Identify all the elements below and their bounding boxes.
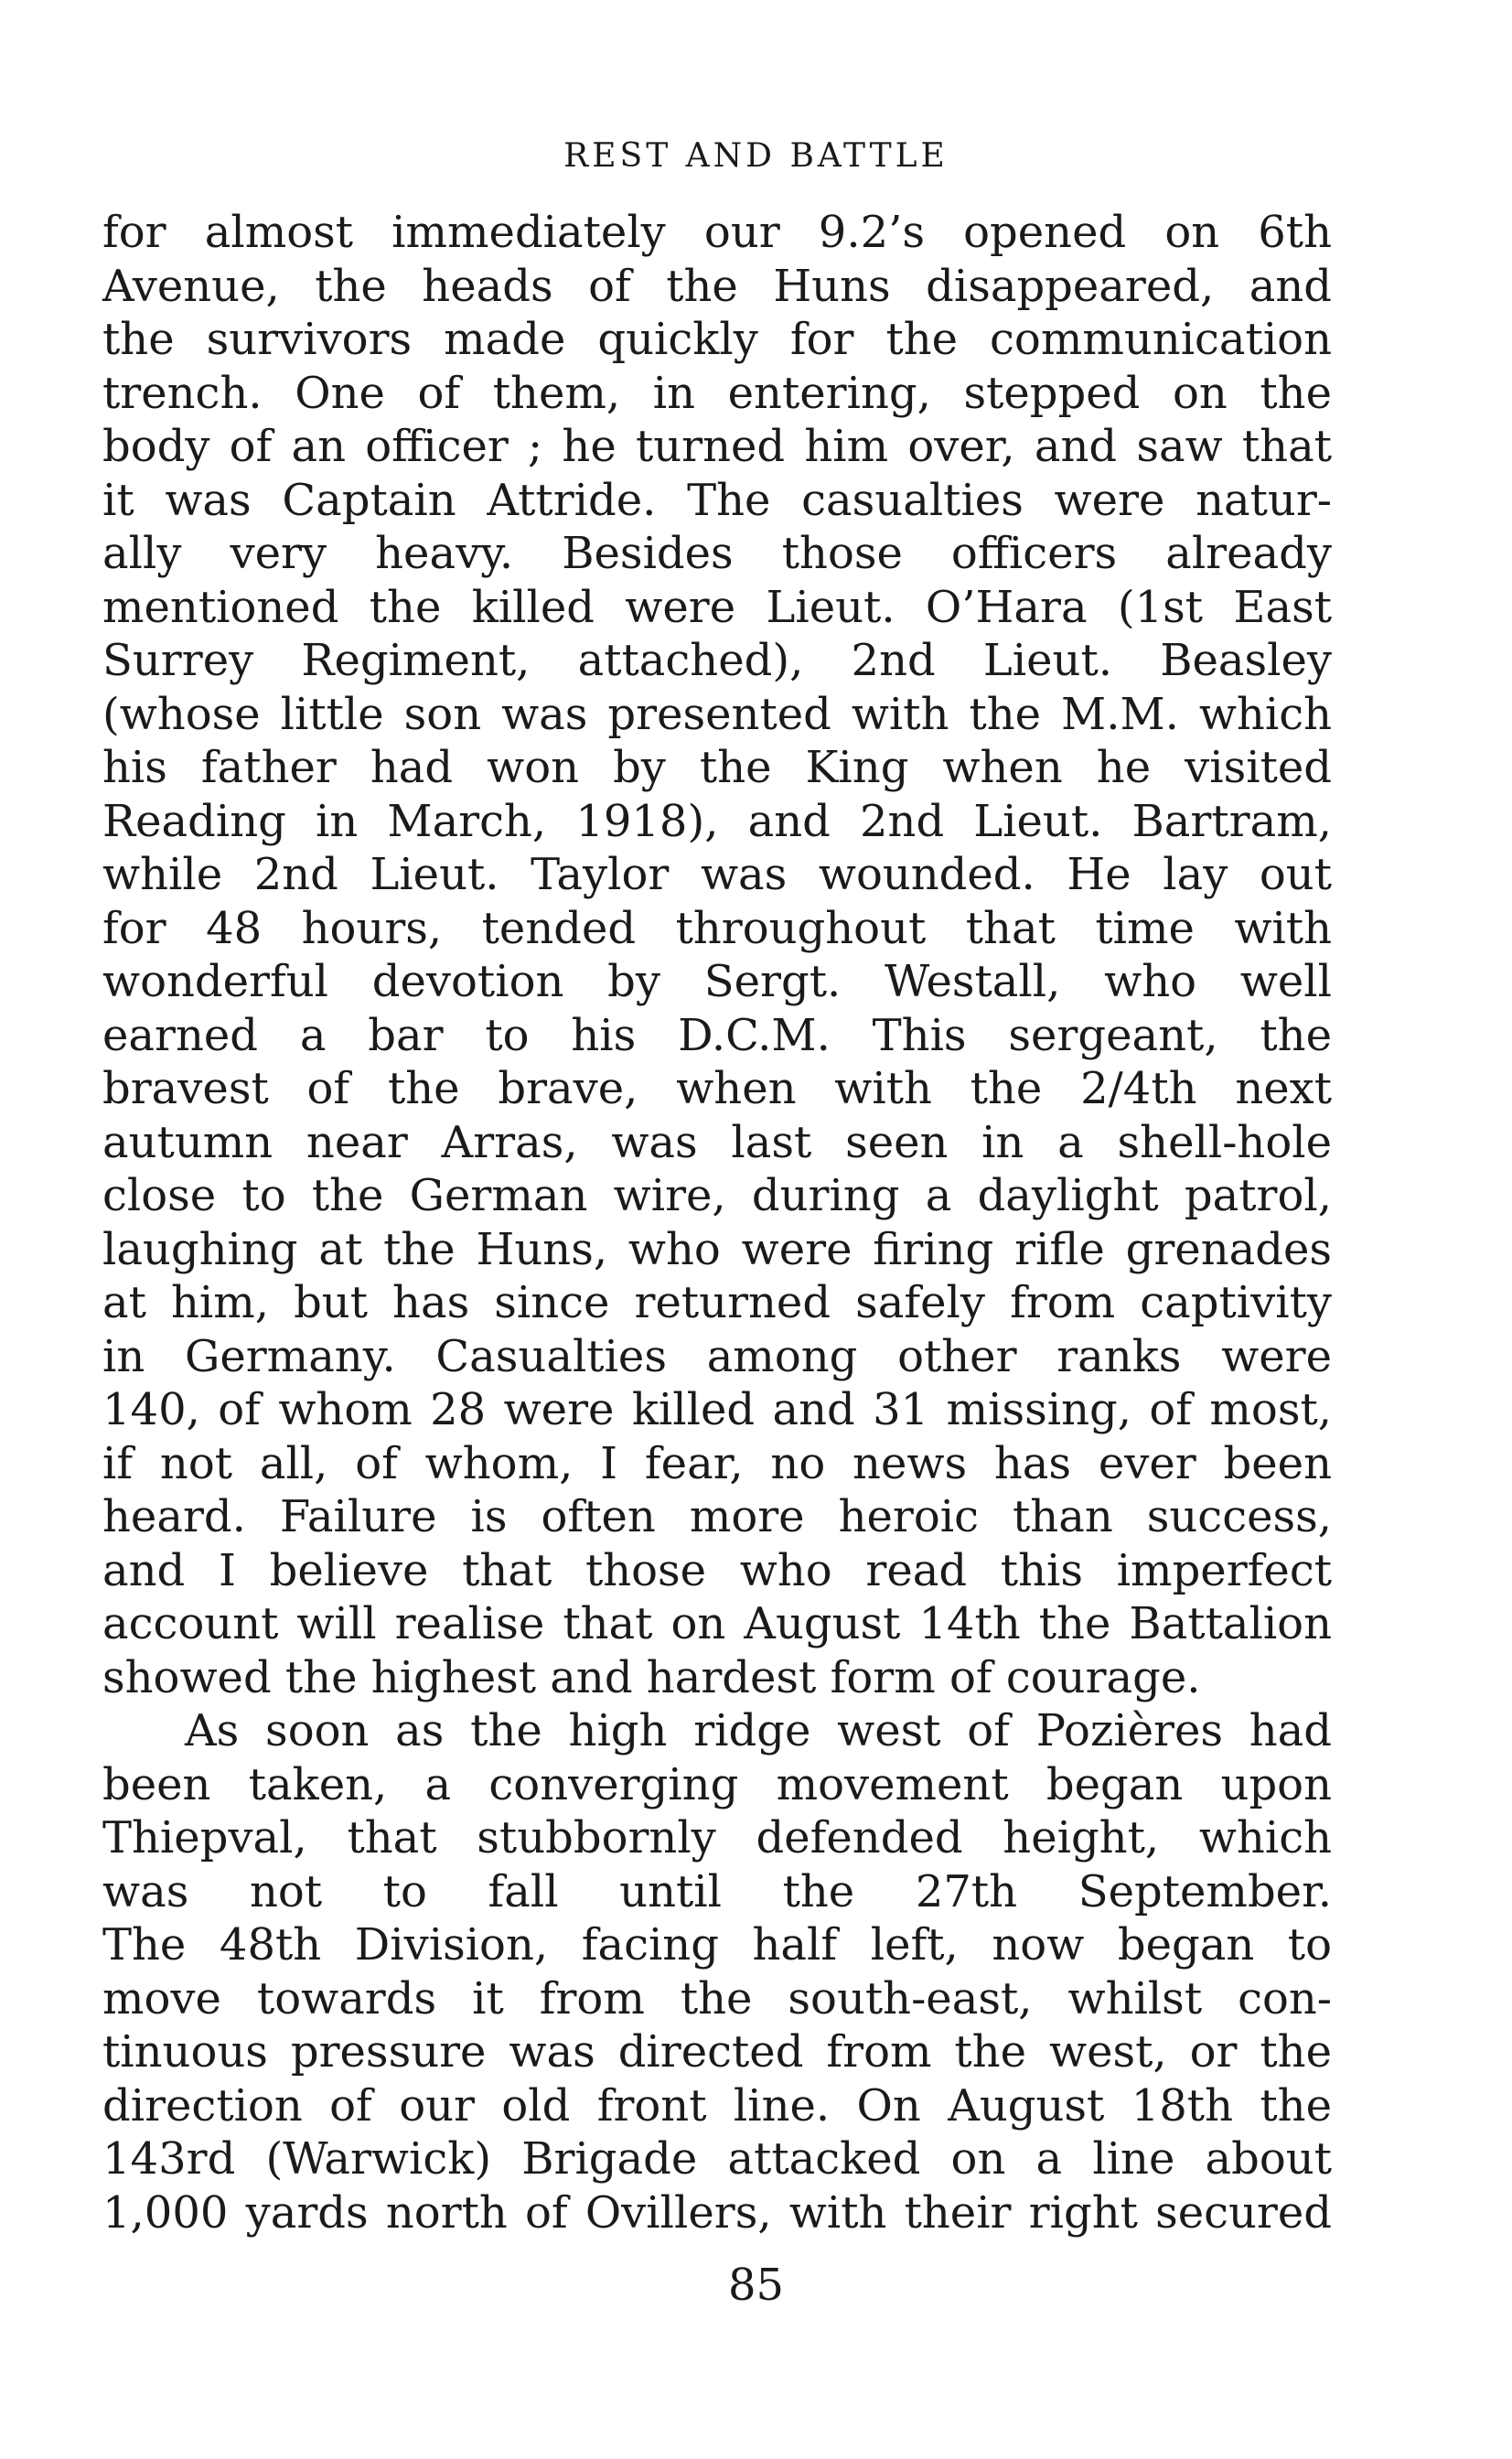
text-line: Thiepval, that stubbornly defended height, which — [102, 1812, 1332, 1863]
text-line: in Germany. Casualties among other ranks were — [102, 1330, 1332, 1382]
text-line: bravest of the brave, when with the 2/4th next — [102, 1063, 1332, 1114]
text-line: body of an officer ; he turned him over, and saw that — [102, 421, 1332, 472]
text-line: laughing at the Huns, who were firing rifle grenades — [102, 1223, 1332, 1275]
text-line: been taken, a converging movement began upon — [102, 1758, 1332, 1810]
text-line: account will realise that on August 14th the Battalion — [102, 1598, 1332, 1649]
text-line: it was Captain Attride. The casualties were natur- — [102, 474, 1332, 526]
text-line: at him, but has since returned safely from captivity — [102, 1277, 1332, 1328]
text-line: heard. Failure is often more heroic than success, — [102, 1491, 1332, 1542]
text-line: (whose little son was presented with the M.M. which — [102, 688, 1332, 740]
text-line: close to the German wire, during a daylight patrol, — [102, 1170, 1332, 1221]
text-line: wonderful devotion by Sergt. Westall, who well — [102, 956, 1332, 1007]
text-line: Surrey Regiment, attached), 2nd Lieut. Beasley — [102, 635, 1332, 686]
text-line: for 48 hours, tended throughout that time with — [102, 902, 1332, 954]
page-number: 85 — [727, 2260, 785, 2311]
text-line: autumn near Arras, was last seen in a shell-hole — [102, 1116, 1332, 1168]
text-line: showed the highest and hardest form of courage. — [102, 1651, 1201, 1703]
text-line: was not to fall until the 27th September. — [102, 1865, 1332, 1917]
text-line: his father had won by the King when he visited — [102, 742, 1332, 793]
running-head: REST AND BATTLE — [563, 137, 949, 175]
text-line: earned a bar to his D.C.M. This sergeant, the — [102, 1009, 1332, 1061]
text-line: move towards it from the south-east, whilst con- — [102, 1972, 1332, 2024]
text-line: Avenue, the heads of the Huns disappeared, and — [102, 260, 1332, 312]
text-line: ally very heavy. Besides those officers already — [102, 528, 1332, 579]
text-line: while 2nd Lieut. Taylor was wounded. He lay out — [102, 849, 1332, 900]
text-line: 143rd (Warwick) Brigade attacked on a line about — [102, 2133, 1332, 2185]
text-line: The 48th Division, facing half left, now began to — [102, 1919, 1332, 1970]
body-text — [102, 206, 1332, 2239]
text-line: the survivors made quickly for the communication — [102, 314, 1332, 365]
text-line: and I believe that those who read this imperfect — [102, 1544, 1332, 1596]
text-line: if not all, of whom, I fear, no news has ever been — [102, 1437, 1332, 1489]
text-line: As soon as the high ridge west of Pozières had — [185, 1705, 1332, 1756]
text-line: for almost immediately our 9.2’s opened on 6th — [102, 207, 1332, 258]
text-line: 1,000 yards north of Ovillers, with their right secured — [102, 2186, 1332, 2239]
text-line: mentioned the killed were Lieut. O’Hara (1st East — [102, 581, 1332, 633]
text-line: direction of our old front line. On August 18th the — [102, 2079, 1332, 2131]
text-line: Reading in March, 1918), and 2nd Lieut. Bartram, — [102, 795, 1332, 847]
text-line: 140, of whom 28 were killed and 31 missing, of most, — [102, 1384, 1332, 1435]
text-line: trench. One of them, in entering, stepped on the — [102, 367, 1332, 419]
text-line: tinuous pressure was directed from the west, or the — [102, 2026, 1332, 2078]
